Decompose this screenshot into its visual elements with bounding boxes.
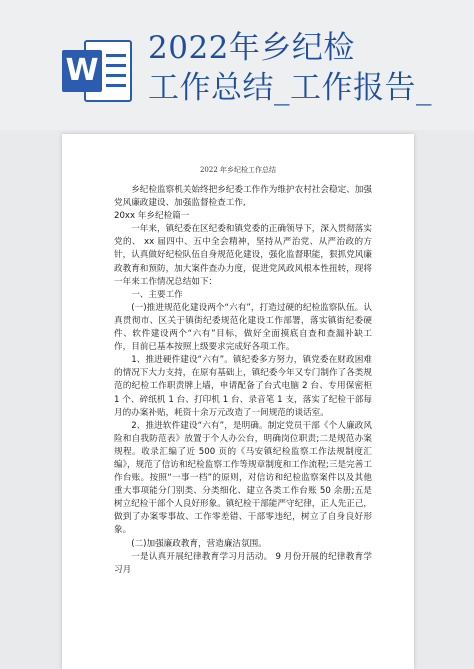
header-banner [0, 0, 474, 130]
page-title [148, 28, 468, 108]
paragraph: 一年来，镇纪委在区纪委和镇党委的正确领导下，深入贯彻落实党的、 xx 届四中、五中全会精神，坚持从严治党、从严治政的方针，认真做好纪检队伍自身规范化建设，强化监督职能，狠抓党风廉政教育和预防，加大案件查办力度，促进党风政风根本性扭转，现将一年来工作情况总结如下： [114, 224, 372, 287]
section-heading: (二)加强廉政教育，营造廉洁氛围。 [131, 538, 267, 549]
word-icon [62, 40, 134, 102]
title-line-1: 2022年乡纪检 [148, 30, 355, 66]
document-preview[interactable] [62, 134, 414, 669]
paragraph: 1、推进硬件建设“六有”。镇纪委多方努力，镇党委在财政困难的情况下大力支持，在原有基础上，镇纪委今年又专门制作了各类规范的纪检工作职责牌上墙，申请配备了台式电脑 2 台、专用保密柜 1 个、碎纸机 1 台、打印机 1 台、录音笔 1 支，落实了纪检干部每月的办案补贴，耗资十余万元改造了一间规范的谈话室。 [114, 355, 372, 418]
paragraph: 乡纪检监察机关始终把乡纪委工作作为维护农村社会稳定、加强党风廉政建设、加强监督检查工作, [114, 185, 372, 209]
document-title: 2022 年乡纪检工作总结 [199, 166, 277, 174]
paragraph: 2、推进软件建设“六有”，是明确。制定党员干部《个人廉政风险和自我防范表》放置于个人办公台，明确岗位职责;二是规范办案规程。收录汇编了近 500 页的《马安镇纪检监察工作法规制度汇编》，规范了信访和纪检监察工作等规章制度和工作流程;三是完善工作台账。按照“一事一档”的原则，对信访和纪检监察案件以及其他重大事项能分门别类、分类细化、建立各类工作台账 50 余册;五是树立纪检干部个人良好形象。镇纪检干部能严守纪律，正人先正己，做到了办案零事故、工作零差错、干部零违纪，树立了自身良好形象。 [114, 420, 372, 536]
paragraph: 一是认真开展纪律教育学习月活动。 9 月份开展的纪律教育学习月 [114, 551, 372, 575]
section-heading: 20xx 年乡纪检篇一 [114, 211, 190, 222]
section-heading: 一、主要工作 [131, 289, 183, 300]
document-body [114, 184, 372, 577]
title-line-2: 工作总结_工作报告_ [148, 70, 432, 106]
paragraph: (一)推进规范化建设两个“六有”，打造过硬的纪检监察队伍。认真贯彻市、区关于镇街纪委规范化建设工作部署，落实镇街纪委硬件、软件建设两个“六有”目标，做好全面摸底自查和查漏补缺工作，目前已基本按照上级要求完成好各项工作。 [114, 302, 372, 353]
word-badge: W [62, 50, 102, 92]
